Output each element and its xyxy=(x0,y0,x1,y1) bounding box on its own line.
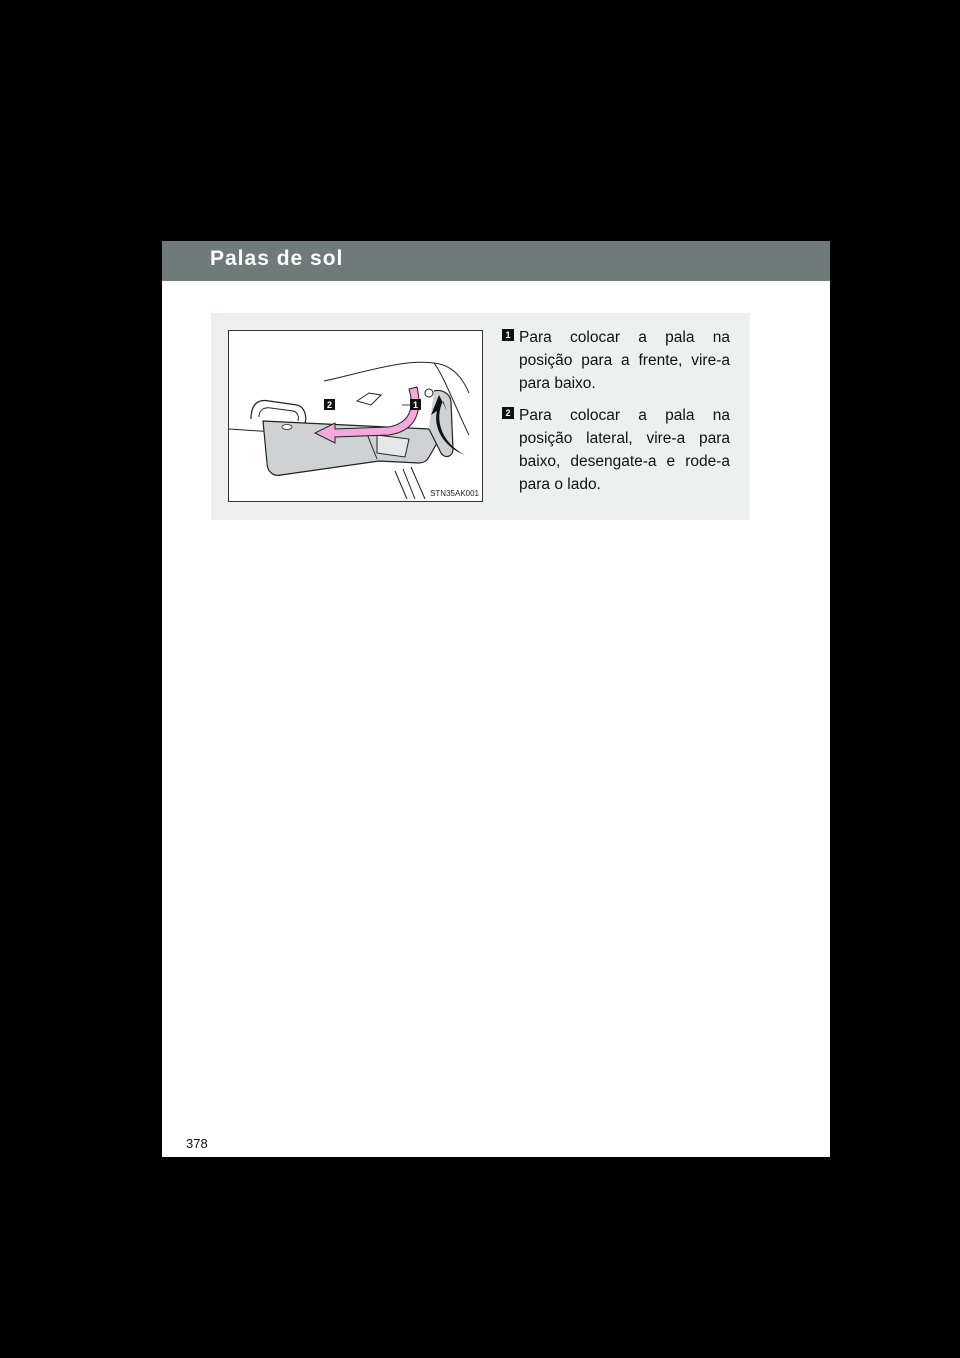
instruction-panel xyxy=(211,313,750,520)
step-text: Para colocar a pala na posição lateral, vire-a para baixo, desengate-a e rode-a para o lado. xyxy=(519,407,730,493)
step-number-badge: 1 xyxy=(502,329,514,341)
steps-list xyxy=(502,326,730,505)
step-text: Para colocar a pala na posição para a frente, vire-a para baixo. xyxy=(519,329,730,392)
section-title: Palas de sol xyxy=(210,247,344,270)
manual-page xyxy=(162,241,830,1157)
step-item xyxy=(502,326,730,395)
sun-visor-drawing xyxy=(229,331,482,501)
callout-1: 1 xyxy=(412,400,419,410)
sun-visor-illustration xyxy=(228,330,483,502)
section-header xyxy=(162,241,830,281)
page-number: 378 xyxy=(186,1136,208,1151)
callout-2: 2 xyxy=(326,400,333,410)
step-number-badge: 2 xyxy=(502,407,514,419)
figure-code: STN35AK001 xyxy=(430,489,479,498)
step-item xyxy=(502,404,730,496)
